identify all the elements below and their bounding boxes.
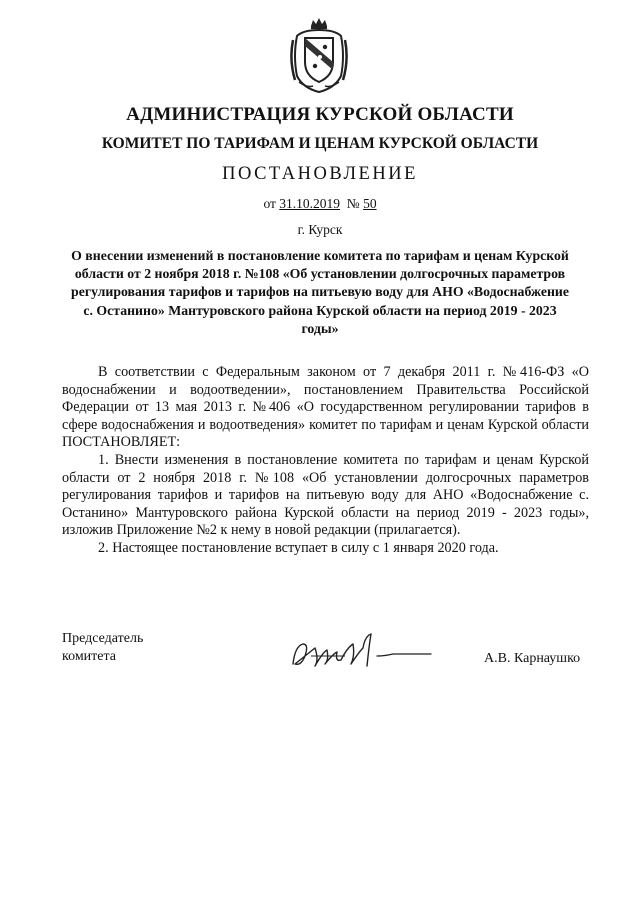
org-subtitle: КОМИТЕТ ПО ТАРИФАМ И ЦЕНАМ КУРСКОЙ ОБЛАСТИ <box>101 135 539 152</box>
document-subject: О внесении изменений в постановление комитета по тарифам и ценам Курской области от 2 ноября 2018 г. №108 «Об установлении долгосрочных параметров регулирования тарифов и тарифов на питьевую воду для АНО «Водоснабжение с. Останино» Мантуровского района Курской области на период 2019 - 2023 годы» <box>71 248 569 336</box>
document-type: ПОСТАНОВЛЕНИЕ <box>222 164 418 184</box>
coat-of-arms-icon <box>289 16 349 94</box>
city: г. Курск <box>297 222 343 237</box>
body-preamble: В соответствии с Федеральным законом от 7 декабря 2011 г. №416-ФЗ «О водоснабжении и водоотведении», постановлением Правительства Российской Федерации от 13 мая 2013 г. №406 «О государственном регулировании тарифов в сфере водоснабжения и водоотведения» комитет по тарифам и ценам Курской области ПОСТАНОВЛЯЕТ: <box>62 364 589 451</box>
signatory-title-line2: комитета <box>62 649 117 664</box>
number-prefix: № <box>346 196 360 211</box>
body-item-2: 2. Настоящее постановление вступает в силу с 1 января 2020 года. <box>98 539 499 556</box>
document-body <box>62 364 589 558</box>
signatory-title-line1: Председатель <box>62 631 144 646</box>
signatory-title <box>62 630 143 666</box>
document-date: 31.10.2019 <box>279 196 341 211</box>
signatory-name: А.В. Карнаушко <box>484 651 581 666</box>
org-title: АДМИНИСТРАЦИЯ КУРСКОЙ ОБЛАСТИ <box>126 104 514 125</box>
document-number: 50 <box>363 196 377 211</box>
handwritten-signature <box>285 626 435 676</box>
date-prefix: от <box>263 196 276 211</box>
date-number-line <box>0 196 640 212</box>
body-item-1: 1. Внести изменения в постановление комитета по тарифам и ценам Курской области от 2 ноября 2018 г. №108 «Об установлении долгосрочных параметров регулирования тарифов и тарифов на питьевую воду для АНО «Водоснабжение с. Останино» Мантуровского района Курской области на период 2019 - 2023 годы», изложив Приложение №2 к нему в новой редакции (прилагается). <box>62 451 589 539</box>
